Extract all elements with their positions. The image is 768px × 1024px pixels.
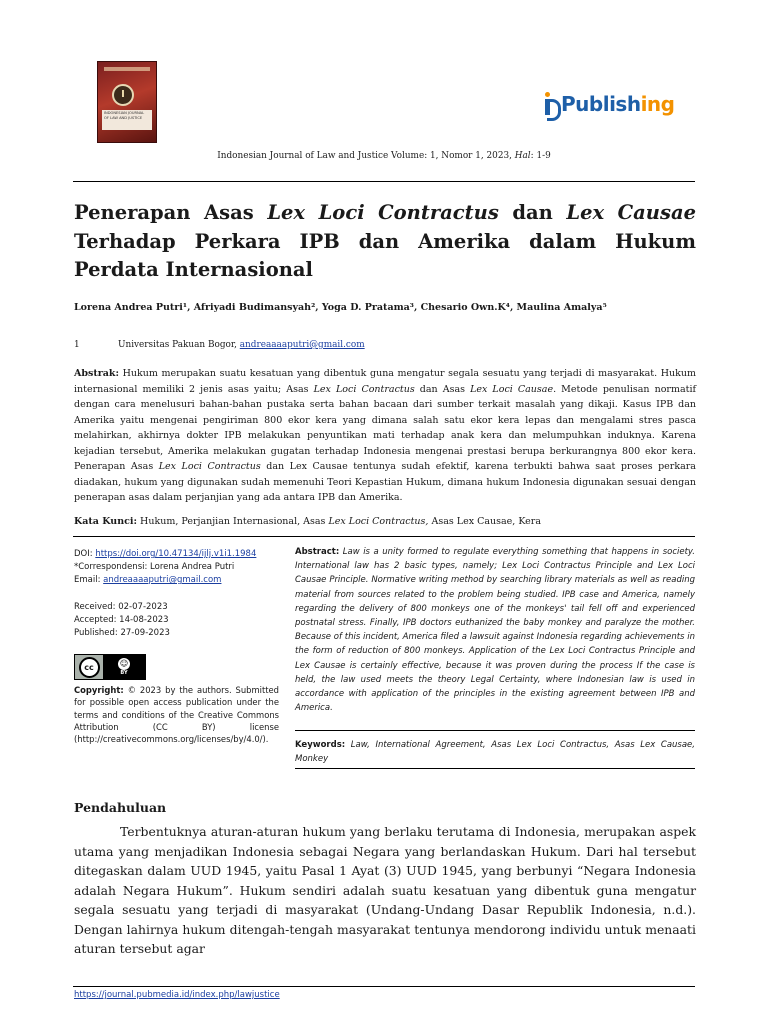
cover-decoration	[104, 67, 150, 71]
journal-pages: : 1-9	[530, 151, 551, 161]
email-link[interactable]: andreaaaaputri@gmail.com	[103, 575, 222, 585]
cover-title-band	[102, 110, 152, 130]
cover-emblem	[112, 84, 134, 106]
cc-by-license-badge[interactable]	[74, 654, 146, 680]
abstrak-text: Metode penulisan normatif dengan cara menelusuri bahan-bahan pustaka serta bahan bacaan dari sumber terkait masalah yang dikaji. Kasus IPB dan Amerika yaitu mengenai pengiriman 800 ekor kera yang dimana salah satu ekor kera lepas dan mengalami stres pasca melahirkan, akhirnya dokter IPB melakukan penyuntikan mati terhadap anak kera dan melumpuhkan induknya. Karena kejadian tersebut, Amerika melakukan gugatan terhadap Indonesia mengenai prestasi berupa berkurangnya 800 ekor kera. Penerapan Asas	[74, 383, 697, 472]
by-label: BY	[120, 670, 128, 676]
email-line	[74, 574, 279, 586]
journal-hal-label: Hal	[514, 151, 531, 161]
affiliation-text: Universitas Pakuan Bogor,	[118, 340, 240, 350]
kata-kunci-text: Hukum, Perjanjian Internasional, Asas	[137, 516, 329, 527]
abstrak-text: dan Lex Causae tentunya sudah efektif, karena terbukti bahwa saat proses perkara diadakan, hukum yang digunakan sudah memenuhi Teori Kepastian Hukum, dimana hukum Indonesia digunakan sesuai dengan penerapan asas dalam perjanjian yang ada antara IPB dan Amerika.	[74, 461, 696, 503]
keywords-english	[295, 738, 695, 766]
cover-emblem-letter: I	[121, 89, 125, 100]
article-title	[74, 199, 696, 285]
footer-divider	[73, 986, 695, 987]
cc-icon: cc	[79, 657, 100, 678]
copyright-text: © 2023 by the authors. Submitted for possible open access publication under the terms and conditions of the Creative Commons Attribution (CC BY) license (http://creativecommons.org/licenses/by/4.0/).	[74, 685, 279, 745]
abstrak-italic: Lex Loci Contractus	[313, 383, 415, 395]
abstract-divider	[295, 730, 695, 731]
affiliation-number: 1	[74, 340, 80, 350]
accepted-date: Accepted: 14-08-2023	[74, 615, 169, 625]
published-date: Published: 27-09-2023	[74, 628, 170, 638]
title-part: Terhadap Perkara IPB dan Amerika dalam Hukum Perdata Internasional	[74, 229, 696, 281]
abstrak-paragraph	[74, 366, 696, 506]
kata-kunci	[74, 516, 696, 527]
author-affiliation	[74, 340, 365, 350]
footer-journal-url	[74, 990, 280, 1000]
journal-citation-line	[0, 151, 768, 161]
cover-title-text: INDONESIAN JOURNAL OF LAW AND JUSTICE	[104, 111, 145, 120]
kata-kunci-text: Asas Lex Causae, Kera	[428, 516, 541, 527]
keywords-divider	[295, 768, 695, 769]
abstrak-label: Abstrak:	[74, 368, 119, 379]
copyright-label: Copyright:	[74, 685, 124, 695]
email-label: Email:	[74, 575, 104, 585]
attribution-person-icon: ☺	[119, 659, 129, 668]
title-part: dan	[498, 201, 567, 224]
correspondence-line: *Correspondensi: Lorena Andrea Putri	[74, 562, 235, 572]
author-list: Lorena Andrea Putri¹, Afriyadi Budimansyah², Yoga D. Pratama³, Chesario Own.K⁴, Maulina Amalya⁵	[74, 302, 607, 313]
affiliation-email-link[interactable]: andreaaaaputri@gmail.com	[239, 340, 365, 350]
kata-kunci-italic: Lex Loci Contractus,	[328, 516, 429, 527]
abstract-body: Law is a unity formed to regulate everything something that happens in society. International law has 2 basic types, namely; Lex Loci Contractus Principle and Lex Loci Causae Principle. Normative writing method by searching library materials as well as reading material from sources related to the problem being studied. IPB case and America, namely regarding the delivery of 800 monkeys one of the monkeys' tail fell off and experienced postnatal stress. Finally, IPB doctors euthanized the baby monkey and paralyze the mother. Because of this incident, America filed a lawsuit against Indonesia regarding achievements in the form of reduction of 800 monkeys. Application of the Lex Loci Contractus Principle and Lex Causae is certainly effective, because it was proven during the process If the case is held, the law used meets the theory Legal Certainty, where Indonesian law is used in accordance with application of the principles in the existing agreement between IPB and America.	[295, 547, 695, 714]
doi-link[interactable]: https://doi.org/10.47134/ijlj.v1i1.1984	[95, 549, 257, 559]
doi-line	[74, 548, 279, 560]
header-divider	[73, 181, 695, 182]
publisher-logo-icon	[543, 92, 559, 116]
intro-paragraph	[74, 822, 696, 959]
doi-label: DOI:	[74, 549, 96, 559]
abstrak-text: dan Asas	[414, 383, 471, 395]
keywords-body: Law, International Agreement, Asas Lex Loci Contractus, Asas Lex Causae, Monkey	[295, 740, 695, 764]
publisher-logo-text-1: Publish	[561, 92, 641, 116]
journal-info: Indonesian Journal of Law and Justice Volume: 1, Nomor 1, 2023,	[217, 151, 515, 161]
title-part: Penerapan Asas	[74, 201, 268, 224]
abstrak-text: Hukum merupakan suatu kesatuan yang dibentuk guna mengatur segala sesuatu yang terjadi di masyarakat. Hukum internasional memiliki 2 jenis asas yaitu; Asas	[74, 368, 696, 395]
publisher-logo	[543, 86, 675, 122]
publisher-logo-text-2: ing	[640, 92, 675, 116]
title-italic-part: Lex Causae	[566, 201, 697, 224]
abstrak-italic: Lex Loci Causae.	[470, 383, 557, 395]
abstract-english	[295, 545, 695, 715]
intro-text: Terbentuknya aturan-aturan hukum yang berlaku terutama di Indonesia, merupakan aspek utama yang menjadikan Indonesia sebagai Negara yang berlandaskan Hukum. Dari hal tersebut ditegaskan dalam UUD 1945, yaitu Pasal 1 Ayat (3) UUD 1945, yang berbunyi “Negara Indonesia adalah Negara Hukum”. Hukum sendiri adalah suatu kesatuan yang dibentuk guna mengatur segala sesuatu yang terjadi di masyarakat (Undang-Undang Dasar Republik Indonesia, n.d.). Dengan lahirnya hukum ditengah-tengah masyarakat tentunya mendorong individu untuk menaati aturan tersebut agar	[74, 824, 696, 956]
title-italic-part: Lex Loci Contractus	[267, 201, 499, 224]
kata-kunci-label: Kata Kunci:	[74, 516, 138, 527]
section-heading: Pendahuluan	[74, 800, 167, 815]
copyright-notice	[74, 684, 279, 745]
abstrak-italic: Lex Loci Contractus	[158, 461, 261, 472]
journal-cover-image	[97, 61, 157, 143]
received-date: Received: 02-07-2023	[74, 602, 168, 612]
abstract-label: Abstract:	[295, 547, 340, 557]
footer-link[interactable]: https://journal.pubmedia.id/index.php/lawjustice	[74, 990, 280, 1000]
kata-kunci-divider	[73, 536, 695, 537]
keywords-label: Keywords:	[295, 740, 346, 750]
